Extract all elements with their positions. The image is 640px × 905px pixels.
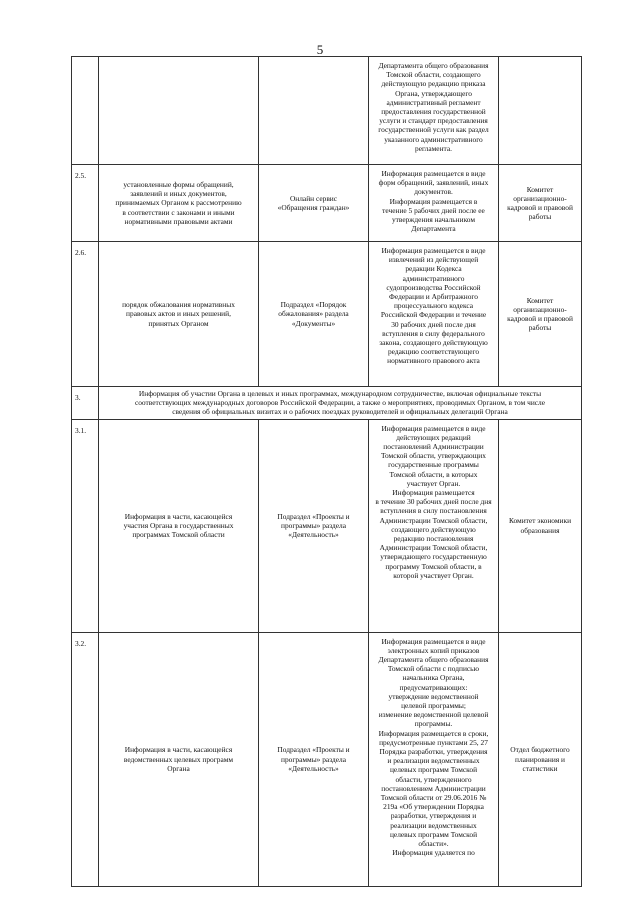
row-placement-line: Подраздел «Порядок — [280, 300, 347, 310]
row-info-line: форм обращений, заявлений, иных — [378, 178, 489, 188]
row-info-line: утверждение ведомственной — [388, 691, 479, 701]
row-info-line: программы. — [414, 719, 453, 729]
row-info-line: действующих редакций — [396, 432, 471, 442]
row-name-line: ведомственных целевых программ — [123, 754, 234, 764]
row-placement — [259, 57, 369, 165]
row-info-line: утверждения начальником — [391, 215, 476, 225]
row-info-line: вступления в силу постановления — [380, 506, 487, 516]
row-info-line: Информация размещается в виде — [381, 246, 486, 255]
row-responsible-line: Отдел бюджетного — [510, 745, 570, 755]
row-responsible — [499, 242, 582, 387]
row-info-line: Информация размещается в виде — [381, 636, 486, 646]
row-info-line: Администрации Томской области, — [379, 543, 488, 553]
row-name-line: нормативными правовыми актами — [124, 216, 233, 226]
row-info-line: Департамента — [411, 224, 456, 234]
row-responsible — [499, 165, 582, 242]
row-name — [99, 57, 259, 165]
row-name — [99, 632, 259, 886]
row-info-line: Информация размещается в сроки, — [378, 728, 489, 738]
row-responsible-line: организационно- — [513, 304, 567, 314]
row-responsible-line: Комитет экономики — [508, 516, 572, 526]
row-placement-line: Подраздел «Проекты и — [277, 511, 350, 521]
row-info-line: Информация удаляется по — [392, 848, 475, 858]
section-row — [72, 387, 582, 420]
row-responsible-line: Комитет — [526, 295, 554, 305]
row-info-line: постановлений Администрации — [383, 442, 484, 452]
section-title-line: Информация об участии Органа в целевых и иных программах, международном сотрудничестве, включая официальные тексты — [138, 389, 542, 398]
row-info-line: государственные программы — [388, 460, 479, 470]
section-title-line: сведения об официальных визитах и о рабочих поездках руководителей и официальных делегаций Органа — [172, 407, 508, 417]
row-name-line: правовых актов и иных решений, — [126, 309, 231, 319]
row-info-line: программу Томской области, в — [385, 561, 482, 571]
row-name-line: принимаемых Органом к рассмотрению — [115, 198, 242, 208]
row-name-line: порядок обжалования нормативных — [122, 300, 235, 310]
row-placement-line: обжалования» раздела — [278, 309, 349, 319]
row-info-line: предоставления государственной — [381, 107, 486, 117]
table-row — [72, 242, 582, 387]
row-info-line: течение 5 рабочих дней после ее — [382, 205, 485, 215]
row-placement-line: «Документы» — [291, 318, 336, 328]
row-info-line: судопроизводства Российской — [386, 282, 481, 292]
row-number: 2.6. — [72, 242, 99, 387]
row-responsible — [499, 57, 582, 165]
row-responsible — [499, 632, 582, 886]
row-info-line: регламента. — [415, 143, 452, 153]
row-info-line: целевых программ Томской — [389, 829, 478, 839]
row-name-line: Информация в части, касающейся — [124, 511, 233, 521]
table-row — [72, 57, 582, 165]
row-responsible-line: организационно- — [513, 193, 567, 203]
row-info-line: Томской области, в которых — [389, 469, 478, 479]
row-info-line: Департамента общего образования — [378, 655, 489, 665]
row-placement-line: программы» раздела — [281, 754, 346, 764]
row-info-line: Информация размещается в виде — [381, 423, 486, 433]
row-info-line: Порядка разработки, утверждения — [379, 747, 488, 757]
row-info-line: области». — [418, 839, 449, 849]
row-responsible-line: образования — [520, 525, 560, 535]
row-name-line: принятых Органом — [148, 318, 209, 328]
row-info-line: Департамента общего образования — [378, 61, 489, 70]
row-info-line: 219а «Об утверждении Порядка — [383, 802, 484, 812]
row-name — [99, 165, 259, 242]
row-info-line: извлечений из действующей — [388, 255, 479, 265]
row-placement — [259, 632, 369, 886]
row-info — [369, 632, 499, 886]
row-info-line: редакции Кодекса — [405, 264, 462, 274]
row-responsible-line: кадровой и правовой — [507, 203, 573, 212]
row-name — [99, 242, 259, 387]
row-info — [369, 57, 499, 165]
row-responsible-line: кадровой и правовой — [507, 314, 573, 323]
row-name-line: заявлений и иных документов, — [130, 189, 227, 199]
row-info-line: и реализации ведомственных — [387, 756, 480, 766]
row-name-line: Информация в части, касающейся — [124, 745, 233, 755]
row-responsible-line: работы — [528, 323, 552, 333]
row-info-line: постановлением Администрации — [381, 783, 486, 793]
row-info-line: электронных копий приказов — [387, 645, 480, 655]
row-placement-line: «Деятельность» — [288, 530, 339, 540]
row-name-line: участия Органа в государственных — [123, 521, 234, 530]
row-info-line: предусмотренные пунктами 25, 27 — [379, 737, 488, 747]
row-info-line: реализации ведомственных — [390, 820, 477, 830]
row-info-line: изменение ведомственной целевой — [378, 710, 489, 720]
row-responsible-line: статистики — [522, 763, 558, 773]
row-info-line: утверждающего государственную — [380, 552, 487, 562]
row-info-line: редакцию постановления — [393, 534, 474, 544]
row-info-line: процессуального кодекса — [393, 301, 474, 311]
row-info-line: услуги и стандарт предоставления — [379, 116, 488, 126]
row-info-line: действующую редакцию приказа — [381, 79, 486, 89]
row-name-line: в соответствии с законами и иными — [122, 207, 235, 217]
row-name-line: установленные формы обращений, — [123, 179, 234, 189]
row-placement-line: Подраздел «Проекты и — [277, 745, 350, 755]
row-info-line: 30 рабочих дней после дня — [391, 319, 476, 329]
row-responsible-line: работы — [528, 212, 552, 222]
row-info-line: разработки, утверждения и — [390, 811, 477, 821]
row-placement-line: «Деятельность» — [288, 763, 339, 773]
row-info-line: создающего действующую — [391, 524, 476, 534]
row-info-line: государственной услуги как раздел — [378, 125, 489, 135]
row-placement — [259, 242, 369, 387]
row-info-line: редакцию соответствующего — [387, 347, 480, 357]
row-info-line: указанного административного — [384, 134, 483, 144]
row-responsible-line: Комитет — [526, 184, 554, 194]
row-responsible-line: планирования и — [514, 754, 565, 764]
row-info-line: Томской области от 29.06.2016 № — [380, 793, 487, 803]
row-info-line: Томской области, утверждающих — [381, 451, 486, 461]
row-number: 2.5. — [72, 165, 99, 242]
row-info-line: Федерации и Арбитражного — [389, 292, 478, 302]
section-title — [99, 387, 582, 420]
table-row — [72, 632, 582, 886]
page-number: 5 — [316, 42, 324, 57]
row-info-line: закона, создающего действующую — [379, 338, 488, 348]
table-body — [72, 57, 582, 887]
row-info-line: Российской Федерации и течение — [380, 310, 487, 320]
row-info-line: Информация размещается в виде — [381, 169, 486, 178]
row-placement — [259, 419, 369, 632]
row-placement-line: «Обращения граждан» — [277, 203, 350, 212]
row-info-line: целевых программ Томской — [389, 765, 478, 775]
row-info — [369, 242, 499, 387]
row-info-line: административного — [402, 273, 465, 283]
row-info-line: Информация размещается — [392, 488, 475, 498]
table-row — [72, 165, 582, 242]
section-title-line: соответствующих международных договоров Российской Федерации, а также о мероприятиях, проводимых Органом, в том числе — [134, 398, 546, 408]
row-info-line: Администрации Томской области, — [379, 515, 488, 525]
row-info-line: предусматривающих: — [399, 682, 468, 692]
row-info-line: начальника Органа, — [402, 673, 465, 683]
row-info-line: участвует Орган. — [406, 478, 461, 488]
row-info-line: вступления в силу федерального — [382, 328, 485, 338]
row-name — [99, 419, 259, 632]
table-row — [72, 419, 582, 632]
row-info-line: области, утвержденного — [395, 774, 472, 784]
row-placement-line: программы» раздела — [281, 521, 346, 530]
section-number: 3. — [72, 387, 99, 420]
row-info-line: Томской области, создающего — [386, 70, 481, 80]
row-info — [369, 419, 499, 632]
info-table — [71, 56, 582, 887]
row-info-line: Томской области с подписью — [387, 664, 480, 674]
row-info-line: в течение 30 рабочих дней после дня — [375, 497, 492, 507]
row-info-line: документов. — [414, 187, 453, 197]
row-number — [72, 57, 99, 165]
row-number: 3.1. — [72, 419, 99, 632]
row-placement-line: Онлайн сервис — [289, 193, 338, 203]
row-info-line: административный регламент — [386, 97, 481, 107]
row-name-line: Органа — [167, 763, 190, 773]
row-info-line: нормативного правового акта — [387, 356, 480, 366]
row-info-line: Информация размещается в — [389, 196, 478, 206]
row-number: 3.2. — [72, 632, 99, 886]
row-info-line: Органа, утверждающего — [395, 88, 472, 98]
row-info-line: целевой программы; — [401, 701, 466, 711]
row-placement — [259, 165, 369, 242]
row-responsible — [499, 419, 582, 632]
row-info-line: которой участвует Орган. — [393, 570, 474, 580]
row-info — [369, 165, 499, 242]
row-name-line: программах Томской области — [132, 530, 225, 540]
